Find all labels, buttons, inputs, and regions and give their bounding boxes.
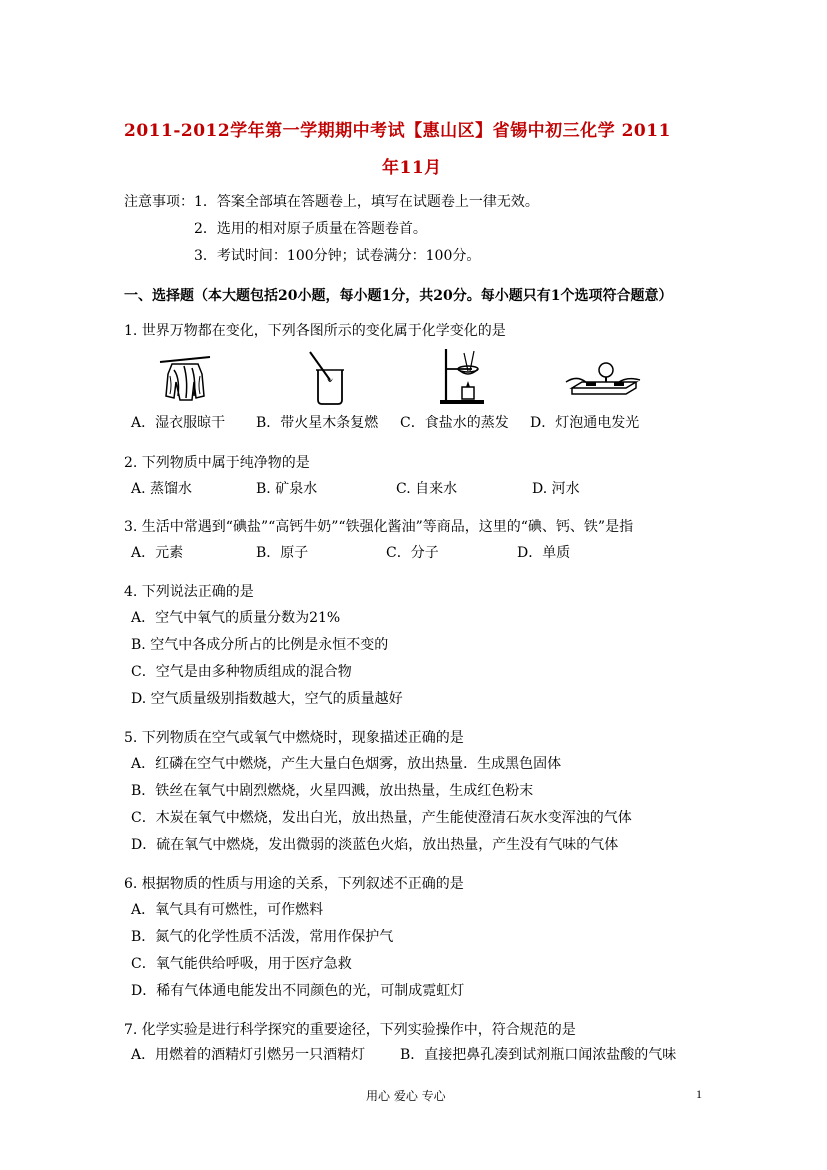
question-2-stem: 2. 下列物质中属于纯净物的是: [124, 455, 310, 471]
evaporation-apparatus-icon: [438, 347, 486, 405]
question-3-option-b: B．原子: [256, 545, 309, 561]
question-6-option-b: B．氮气的化学性质不活泼，常用作保护气: [131, 929, 394, 945]
question-7-option-b: B．直接把鼻孔凑到试剂瓶口闻浓盐酸的气味: [400, 1047, 677, 1063]
question-2-option-a: A. 蒸馏水: [131, 481, 193, 497]
section-heading: 一、选择题（本大题包括20小题，每小题1分，共20分。每小题只有1个选项符合题意）: [124, 288, 673, 304]
notes-label: 注意事项：: [124, 194, 194, 210]
question-3-option-c: C．分子: [386, 545, 439, 561]
notes-item-2: 2．选用的相对原子质量在答题卷首。: [194, 221, 427, 237]
splint-bottle-icon: [308, 350, 350, 406]
question-4-option-c: C．空气是由多种物质组成的混合物: [131, 664, 352, 680]
page-number: 1: [696, 1087, 702, 1101]
question-5-option-a: A．红磷在空气中燃烧，产生大量白色烟雾，放出热量．生成黑色固体: [131, 756, 562, 772]
question-6-option-c: C．氧气能供给呼吸，用于医疗急救: [131, 956, 352, 972]
question-5-option-d: D．硫在氧气中燃烧，发出微弱的淡蓝色火焰，放出热量，产生没有气味的气体: [131, 837, 619, 853]
question-1-stem: 1. 世界万物都在变化，下列各图所示的变化属于化学变化的是: [124, 323, 506, 339]
question-6-stem: 6. 根据物质的性质与用途的关系，下列叙述不正确的是: [124, 876, 464, 892]
bulb-circuit-icon: [566, 360, 642, 400]
question-1-option-c: C．食盐水的蒸发: [400, 415, 509, 431]
question-2-option-d: D. 河水: [532, 481, 580, 497]
question-1-option-b: B．带火星木条复燃: [256, 415, 379, 431]
question-4-stem: 4. 下列说法正确的是: [124, 584, 254, 600]
question-2-option-c: C. 自来水: [396, 481, 458, 497]
notes-item-3: 3．考试时间：100分钟；试卷满分：100分。: [194, 248, 481, 264]
question-6-option-a: A．氧气具有可燃性，可作燃料: [131, 902, 324, 918]
question-1-option-a: A．湿衣服晾干: [131, 415, 226, 431]
question-3-option-a: A．元素: [131, 545, 184, 561]
question-7-option-a: A．用燃着的酒精灯引燃另一只酒精灯: [131, 1047, 366, 1063]
question-3-option-d: D．单质: [517, 545, 571, 561]
question-5-option-c: C．木炭在氧气中燃烧，发出白光，放出热量，产生能使澄清石灰水变浑浊的气体: [131, 810, 632, 826]
question-5-stem: 5. 下列物质在空气或氧气中燃烧时，现象描述正确的是: [124, 730, 464, 746]
document-title-line1: 2011-2012学年第一学期期中考试【惠山区】省锡中初三化学 2011: [124, 121, 671, 141]
question-6-option-d: D．稀有气体通电能发出不同颜色的光，可制成霓虹灯: [131, 983, 465, 999]
question-4-option-d: D. 空气质量级别指数越大，空气的质量越好: [131, 691, 403, 707]
question-4-option-b: B. 空气中各成分所占的比例是永恒不变的: [131, 637, 389, 653]
question-4-option-a: A．空气中氧气的质量分数为21%: [131, 610, 341, 626]
question-5-option-b: B．铁丝在氧气中剧烈燃烧，火星四溅，放出热量，生成红色粉末: [131, 783, 534, 799]
question-1-option-d: D．灯泡通电发光: [530, 415, 640, 431]
notes-item-1: 1．答案全部填在答题卷上，填写在试题卷上一律无效。: [194, 194, 539, 210]
question-3-stem: 3. 生活中常遇到“碘盐”“高钙牛奶”“铁强化酱油”等商品，这里的“碘、钙、铁”是指: [124, 519, 634, 535]
clothes-drying-icon: [160, 352, 210, 406]
question-7-stem: 7. 化学实验是进行科学探究的重要途径，下列实验操作中，符合规范的是: [124, 1022, 576, 1038]
footer-motto: 用心 爱心 专心: [366, 1089, 446, 1103]
question-2-option-b: B. 矿泉水: [256, 481, 318, 497]
document-title-line2: 年11月: [382, 158, 442, 178]
